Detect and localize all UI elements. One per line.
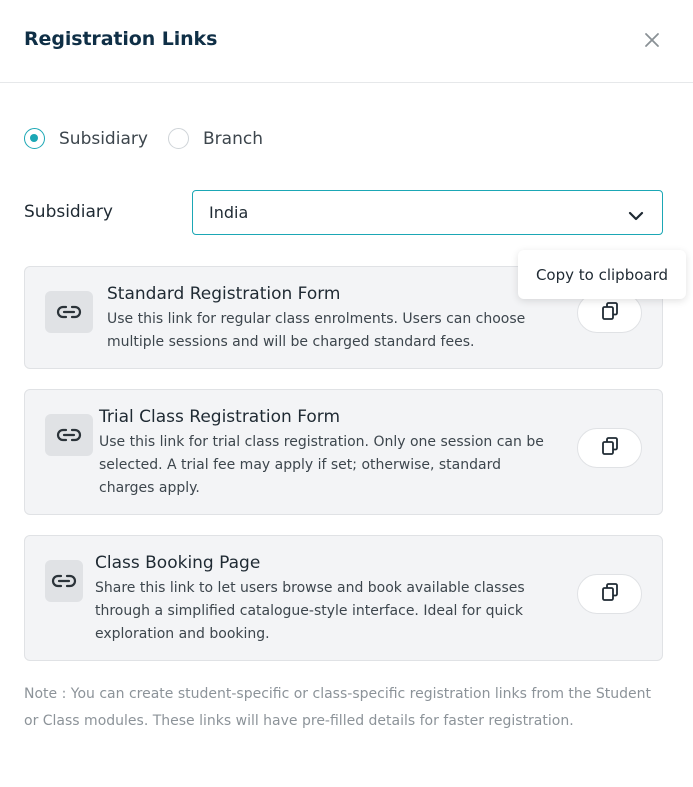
registration-note: Note : You can create student-specific or class-specific registration links from the Student or Class modules. These links will have pre-filled details for faster registration.: [24, 686, 651, 729]
card-title: Trial Class Registration Form: [99, 407, 341, 427]
close-icon[interactable]: [641, 29, 663, 51]
copy-button[interactable]: [577, 574, 642, 614]
registration-card-booking: [24, 535, 663, 661]
link-icon: [45, 560, 83, 602]
link-icon: [45, 414, 93, 456]
radio-branch[interactable]: [168, 128, 263, 149]
copy-button[interactable]: [577, 428, 642, 468]
subsidiary-select-value: India: [209, 203, 249, 222]
copy-icon: [599, 435, 621, 461]
chevron-down-icon: [628, 207, 644, 219]
subsidiary-select[interactable]: [192, 190, 663, 235]
card-title: Standard Registration Form: [107, 284, 341, 304]
dialog-header: [0, 0, 693, 83]
radio-branch-indicator[interactable]: [168, 128, 189, 149]
dialog-title: Registration Links: [24, 28, 218, 50]
card-description: Share this link to let users browse and book available classes through a simplified catalogue-style interface. Ideal for quick exploration and booking.: [95, 580, 525, 642]
copy-icon: [599, 581, 621, 607]
radio-branch-label: Branch: [203, 128, 263, 149]
copy-icon: [599, 300, 621, 326]
card-title: Class Booking Page: [95, 553, 261, 573]
card-description: Use this link for regular class enrolments. Users can choose multiple sessions and will be charged standard fees.: [107, 311, 526, 350]
subsidiary-field-label: Subsidiary: [24, 202, 113, 222]
radio-subsidiary-indicator[interactable]: [24, 128, 45, 149]
copy-button[interactable]: [577, 293, 642, 333]
registration-card-trial: [24, 389, 663, 515]
copy-tooltip: Copy to clipboard: [518, 250, 686, 299]
radio-subsidiary-label: Subsidiary: [59, 128, 148, 149]
link-icon: [45, 291, 93, 333]
card-description: Use this link for trial class registration. Only one session can be selected. A trial fee may apply if set; otherwise, standard charges apply.: [99, 434, 544, 496]
radio-subsidiary[interactable]: [24, 128, 148, 149]
